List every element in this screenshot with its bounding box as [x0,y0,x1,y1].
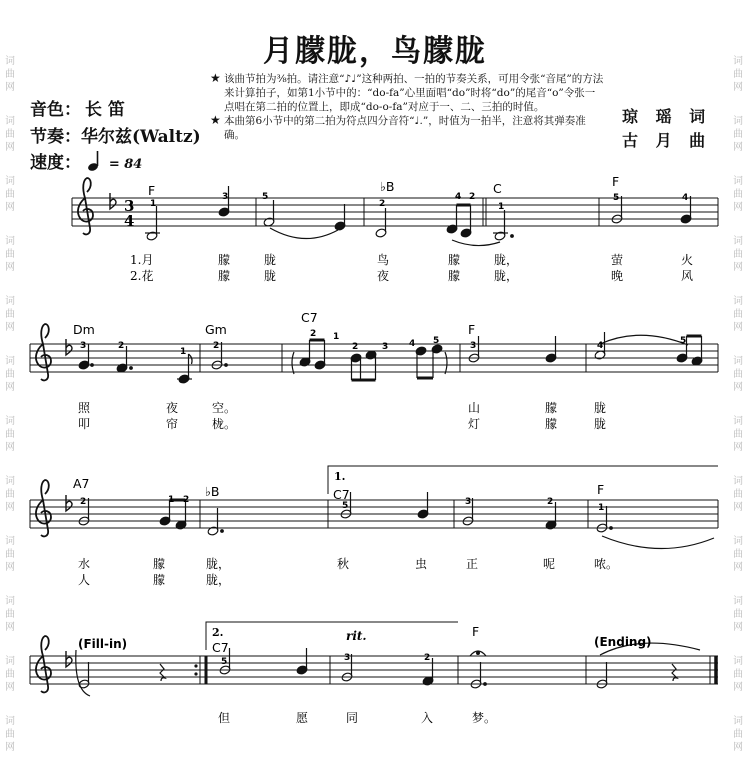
fingering: 1 [150,199,157,209]
volta-1-label: 1. [334,470,346,483]
watermark-block: 词 曲 网 [5,356,15,393]
fingering: 2 [183,495,190,505]
fingering-row-2 [80,329,686,357]
flat-icon [66,495,72,511]
chord-label: F [472,624,480,639]
lyric: 同 [346,711,359,725]
fingering: 5 [262,192,269,202]
lyric: 灯 [468,417,481,431]
watermark-block: 词 曲 网 [5,476,15,513]
lyric: 但 [218,711,231,725]
lyric: 入 [421,711,434,725]
lyrics-row-3 [78,556,618,587]
lyrics-row-2 [78,400,606,431]
lyric: 朦 [545,417,558,431]
lyric: 虫 [415,557,428,571]
fingering: 2 [80,497,87,507]
fingering: 5 [221,657,228,667]
watermark-block: 词 曲 网 [5,296,15,333]
fingering: 5 [680,336,687,346]
chord-label: F [612,174,620,189]
timbre-value: 长 笛 [85,100,125,120]
flat-icon [66,339,72,355]
watermark-block: 词 曲 网 [5,416,15,453]
watermark-block: 词 曲 网 [733,116,743,153]
lyric: 胧， [494,269,519,283]
lyric: 鸟 [377,253,390,267]
ritardando-marking: rit. [346,629,367,643]
chord-label: C7 [301,310,318,325]
staff-row-3 [30,466,718,587]
watermark-block: 词 曲 网 [733,296,743,333]
watermark-block: 词 曲 网 [733,416,743,453]
chord-label: ♭B [380,179,395,194]
lyric: 照 [78,401,91,415]
lyric: 朦 [153,573,166,587]
star-icon: ★ [210,113,221,127]
note-item: ★ 该曲节拍为⅜拍。请注意“♪♩”这种两拍、一拍的节奏关系，可用令张“音尾”的方法来计算拍子，如第1小节中的：“do-fa”心里面唱“do”时将“do”的尾音“o”令张一点唱在第二拍的位置上，即成“do-o-fa”对应于一、二、三拍的时值。 [210,71,604,113]
quarter-rest-icon [672,664,677,681]
lyric: 秋 [337,557,350,571]
fingering: 1 [180,347,187,357]
lyric: 晚 [611,269,624,283]
lyric: 胧 [594,417,607,431]
lyric: 胧， [206,557,231,571]
lyric: 朦 [545,401,558,415]
lyric: 胧， [494,253,519,267]
lyric: 朦 [153,557,166,571]
flat-icon [66,651,72,667]
lyric: 叩 [78,417,91,431]
watermark-block: 词 曲 网 [733,176,743,213]
chord-label: C [493,181,502,196]
watermark-block: 词 曲 网 [733,536,743,573]
fingering: 1 [498,202,505,212]
fingering: 4 [682,193,689,203]
chord-label: ♭B [205,484,220,499]
fingering: 2 [118,341,125,351]
lyrics-row-1 [130,252,693,283]
chord-symbols-row-1 [148,174,619,198]
watermark-block: 词 曲 网 [5,656,15,693]
fingering-row-1 [150,192,688,212]
fingering: 3 [465,497,472,507]
lyric: 夜 [166,401,179,415]
chord-label: Gm [205,322,227,337]
fill-in-label: (Fill-in) [78,637,128,651]
rhythm-label: 节奏： [30,127,81,147]
fingering: 3 [80,341,87,351]
chord-label: F [597,482,605,497]
lyric: 1.月 [130,253,154,267]
page-title: 月朦胧，鸟朦胧 [263,34,487,69]
tempo-label: 速度： [30,153,81,173]
timbre-label: 音色： [30,100,81,120]
staff-row-1 [72,174,718,283]
fingering: 4 [409,339,416,349]
fingering: 4 [597,341,604,351]
fingering: 2 [469,192,476,202]
chord-label: Dm [73,322,95,337]
fingering: 3 [382,342,389,352]
lyric: 2.花 [130,269,154,283]
fingering: 2 [547,497,554,507]
watermark-block: 词 曲 网 [5,56,15,93]
lyric: 朦 [218,253,231,267]
chord-label: C7 [212,640,229,655]
note-item: ★ 本曲第6小节中的第二拍为符点四分音符“♩.”，时值为一拍半，注意将其弹奏准确。 [210,113,586,141]
rhythm-value: 华尔兹(Waltz) [81,127,201,147]
fingering: 4 [455,192,462,202]
watermark-block: 词 曲 网 [5,536,15,573]
staff-row-4 [30,622,718,725]
watermark-block: 词 曲 网 [733,56,743,93]
watermark-block: 词 曲 网 [733,476,743,513]
fingering-row-4 [221,653,430,667]
lyric: 朦 [448,269,461,283]
lyric: 风 [681,269,694,283]
lyric: 正 [466,557,479,571]
tempo-value: = 84 [108,157,143,172]
fingering: 2 [424,653,431,663]
watermark-block: 词 曲 网 [5,236,15,273]
fingering: 1 [168,495,175,505]
volta-2-label: 2. [212,626,224,639]
lyric: 山 [468,401,481,415]
chord-label: F [148,183,156,198]
lyric: 胧， [206,573,231,587]
fingering: 3 [222,192,229,202]
lyric: 哝。 [594,557,619,571]
lyric: 空。 [212,401,237,415]
fingering: 3 [470,341,477,351]
fingering: 5 [433,336,440,346]
lyrics-row-4 [218,710,496,725]
fingering: 1 [333,332,340,342]
lyric: 胧 [594,401,607,415]
lyric: 人 [78,573,91,587]
staff-row-2 [30,310,718,431]
quarter-rest-icon [160,664,165,681]
composer-credit: 古 月 曲 [622,131,712,150]
watermark-block: 词 曲 网 [5,116,15,153]
watermark-block: 词 曲 网 [5,716,15,753]
watermark-block: 词 曲 网 [5,596,15,633]
lyric: 朦 [218,269,231,283]
star-icon: ★ [210,71,221,85]
fingering: 1 [598,503,605,513]
watermark-block: 词 曲 网 [733,656,743,693]
flat-icon [110,193,116,209]
lyricist-credit: 琼 瑶 词 [622,107,712,126]
watermark-block: 词 曲 网 [733,236,743,273]
watermark-block: 词 曲 网 [733,596,743,633]
lyric: 梦。 [472,711,497,725]
lyric: 朦 [448,253,461,267]
fingering: 5 [342,501,349,511]
watermark-block: 词 曲 网 [733,716,743,753]
lyric: 栊。 [212,417,237,431]
lyric: 胧 [264,269,277,283]
lyric: 夜 [377,269,390,283]
chord-label: F [468,322,476,337]
fingering: 3 [344,653,351,663]
lyric: 萤 [611,253,624,267]
time-signature-bottom: 4 [124,212,135,230]
time-signature-top: 3 [124,197,135,215]
fingering: 2 [352,342,359,352]
chord-label: A7 [73,476,90,491]
fingering: 5 [613,193,620,203]
lyric: 水 [78,557,91,571]
chord-symbols-row-2 [73,310,475,337]
fingering: 2 [379,199,386,209]
fingering: 2 [310,329,317,339]
watermark-block: 词 曲 网 [5,176,15,213]
lyric: 呢 [543,557,556,571]
lyric: 火 [681,253,694,267]
lyric: 愿 [296,711,309,725]
lyric: 胧 [264,253,277,267]
lyric: 帘 [166,417,179,431]
fingering: 2 [213,341,220,351]
chord-label: C7 [333,487,350,502]
watermark-block: 词 曲 网 [733,356,743,393]
ending-label: (Ending) [594,635,652,649]
